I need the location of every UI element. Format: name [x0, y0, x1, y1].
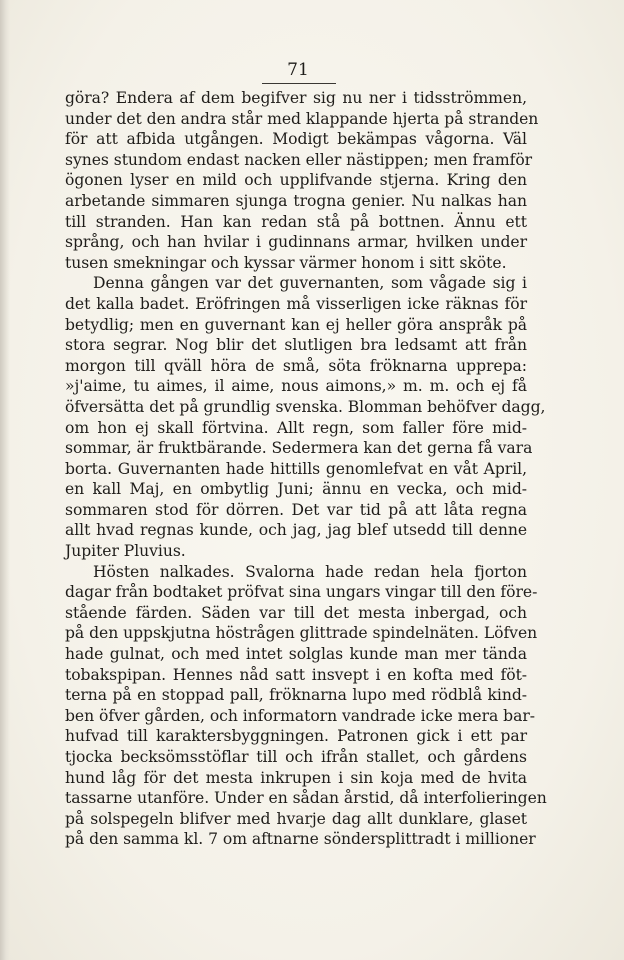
text-line: tobakspipan. Hennes nåd satt insvept i en kofta med föt- [65, 665, 527, 684]
text-line: tassarne utanföre. Under en sådan årstid, då interfolieringen [65, 789, 547, 808]
text-line: arbetande simmaren sjunga trogna genier. Nu nalkas han [65, 191, 527, 210]
text-line: det kalla badet. Eröfringen må visserligen icke räknas för [65, 294, 527, 313]
body-text [65, 88, 547, 850]
text-line: Jupiter Pluvius. [65, 542, 186, 561]
text-line: språng, och han hvilar i gudinnans armar, hvilken under [65, 233, 527, 252]
text-line: öfversätta det på grundlig svenska. Blomman behöfver dagg, [65, 397, 546, 416]
text-line: göra? Endera af dem begifver sig nu ner i tidsströmmen, [65, 89, 527, 107]
header-rule [262, 83, 336, 84]
text-line: ben öfver gården, och informatorn vandrade icke mera bar- [65, 706, 535, 725]
text-line: sommar, är fruktbärande. Sedermera kan det gerna få vara [65, 439, 533, 458]
text-line: på den samma kl. 7 om aftnarne söndersplittradt i millioner [65, 830, 536, 849]
text-line: »j'aime, tu aimes, il aime, nous aimons,» m. m. och ej få [65, 377, 527, 396]
text-line: under det den andra står med klappande hjerta på stranden [65, 109, 539, 128]
text-line: på solspegeln blifver med hvarje dag allt dunklare, glaset [65, 809, 527, 828]
page-number: 71 [287, 60, 309, 80]
text-line: stora segrar. Nog blir det slutligen bra ledsamt att från [65, 336, 527, 355]
page-edge-shadow [0, 0, 10, 960]
text-line: allt hvad regnas kunde, och jag, jag blef utsedd till denne [65, 521, 527, 540]
text-line: på den uppskjutna höstrågen glittrade spindelnäten. Löfven [65, 624, 538, 643]
text-line: synes stundom endast nacken eller nästippen; men framför [65, 150, 533, 169]
text-line: Hösten nalkades. Svalorna hade redan hela fjorton [93, 562, 527, 581]
text-line: om hon ej skall förtvina. Allt regn, som faller före mid- [65, 418, 527, 437]
text-line: ögonen lyser en mild och upplifvande stjerna. Kring den [65, 171, 527, 190]
text-line: stående färden. Säden var till det mesta inbergad, och [65, 603, 527, 622]
text-line: till stranden. Han kan redan stå på bottnen. Ännu ett [65, 212, 527, 231]
text-line: tjocka becksömsstöflar till och ifrån stallet, och gårdens [65, 748, 527, 766]
text-line: för att afbida utgången. Modigt bekämpas vågorna. Väl [65, 130, 527, 149]
text-line: morgon till qväll höra de små, söta fröknarna upprepa: [65, 356, 527, 375]
text-line: tusen smekningar och kyssar värmer honom i sitt sköte. [65, 253, 507, 272]
text-line: hade gulnat, och med intet solglas kunde man mer tända [65, 645, 527, 664]
text-line: Denna gången var det guvernanten, som vågade sig i [93, 274, 527, 293]
text-line: betydlig; men en guvernant kan ej heller göra anspråk på [65, 315, 527, 334]
text-line: hund låg för det mesta inkrupen i sin koja med de hvita [65, 768, 527, 787]
text-line: en kall Maj, en ombytlig Juni; ännu en vecka, och mid- [65, 480, 527, 499]
text-line: borta. Guvernanten hade hittills genomlefvat en våt April, [65, 459, 527, 478]
text-line: sommaren stod för dörren. Det var tid på att låta regna [65, 500, 527, 519]
text-line: dagar från bodtaket pröfvat sina ungars vingar till den före- [65, 583, 538, 602]
text-line: hufvad till karaktersbyggningen. Patronen gick i ett par [65, 727, 527, 746]
text-line: terna på en stoppad pall, fröknarna lupo med rödblå kind- [65, 686, 527, 705]
